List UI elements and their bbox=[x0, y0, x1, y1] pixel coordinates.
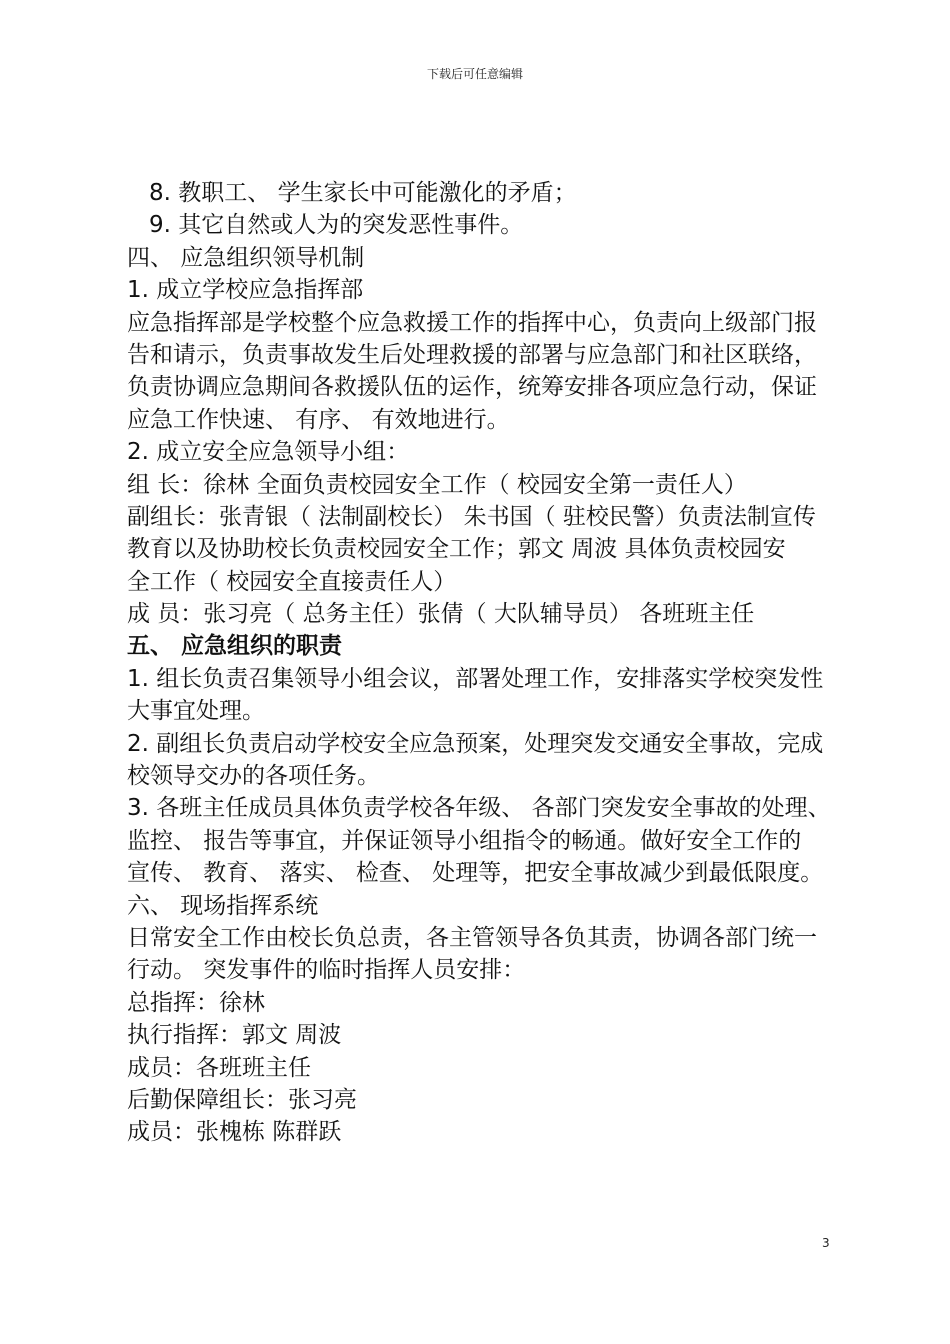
text-line: 2. 成立安全应急领导小组： bbox=[127, 439, 410, 466]
text-line: 成员：各班班主任 bbox=[127, 1054, 311, 1081]
text-line: 1. 成立学校应急指挥部 bbox=[127, 277, 364, 304]
text-line: 告和请示，负责事故发生后处理救援的部署与应急部门和社区联络， bbox=[127, 341, 817, 368]
text-line: 应急工作快速、 有序、 有效地进行。 bbox=[127, 406, 510, 433]
text-line: 1. 组长负责召集领导小组会议，部署处理工作，安排落实学校突发性 bbox=[127, 665, 824, 692]
text-line: 后勤保障组长：张习亮 bbox=[127, 1086, 357, 1113]
text-line: 教育以及协助校长负责校园安全工作；郭文 周波 具体负责校园安 bbox=[127, 536, 786, 563]
text-line: 校领导交办的各项任务。 bbox=[127, 763, 380, 790]
document-body bbox=[127, 177, 847, 1149]
text-line: 3. 各班主任成员具体负责学校各年级、 各部门突发安全事故的处理、 bbox=[127, 795, 831, 822]
text-line: 全工作（ 校园安全直接责任人） bbox=[127, 568, 457, 595]
text-line: 9. 其它自然或人为的突发恶性事件。 bbox=[149, 212, 524, 239]
page-number: 3 bbox=[822, 1236, 830, 1250]
text-line: 监控、 报告等事宜，并保证领导小组指令的畅通。做好安全工作的 bbox=[127, 827, 802, 854]
text-line: 日常安全工作由校长负总责，各主管领导各负其责，协调各部门统一 bbox=[127, 924, 817, 951]
text-line: 四、 应急组织领导机制 bbox=[127, 244, 365, 271]
text-line: 负责协调应急期间各救援队伍的运作，统筹安排各项应急行动，保证 bbox=[127, 374, 817, 401]
text-line: 宣传、 教育、 落实、 检查、 处理等，把安全事故减少到最低限度。 bbox=[127, 860, 824, 887]
text-line: 成 员：张习亮（ 总务主任）张倩（ 大队辅导员） 各班班主任 bbox=[127, 601, 755, 628]
text-line: 应急指挥部是学校整个应急救援工作的指挥中心，负责向上级部门报 bbox=[127, 309, 817, 336]
text-line: 组 长：徐林 全面负责校园安全工作（ 校园安全第一责任人） bbox=[127, 471, 747, 498]
page-header: 下载后可任意编辑 bbox=[426, 67, 523, 81]
text-line: 大事宜处理。 bbox=[127, 698, 265, 725]
text-line: 六、 现场指挥系统 bbox=[127, 892, 319, 919]
text-line: 8. 教职工、 学生家长中可能激化的矛盾； bbox=[149, 180, 577, 206]
text-line: 执行指挥：郭文 周波 bbox=[127, 1022, 342, 1049]
text-line: 副组长：张青银（ 法制副校长） 朱书国（ 驻校民警）负责法制宣传 bbox=[127, 503, 816, 530]
text-line: 行动。 突发事件的临时指挥人员安排： bbox=[127, 957, 526, 984]
text-line: 成员：张槐栋 陈群跃 bbox=[127, 1119, 342, 1146]
text-line: 总指挥：徐林 bbox=[127, 989, 265, 1016]
text-line: 2. 副组长负责启动学校安全应急预案，处理突发交通安全事故，完成 bbox=[127, 730, 824, 757]
section-heading: 五、 应急组织的职责 bbox=[127, 633, 343, 660]
